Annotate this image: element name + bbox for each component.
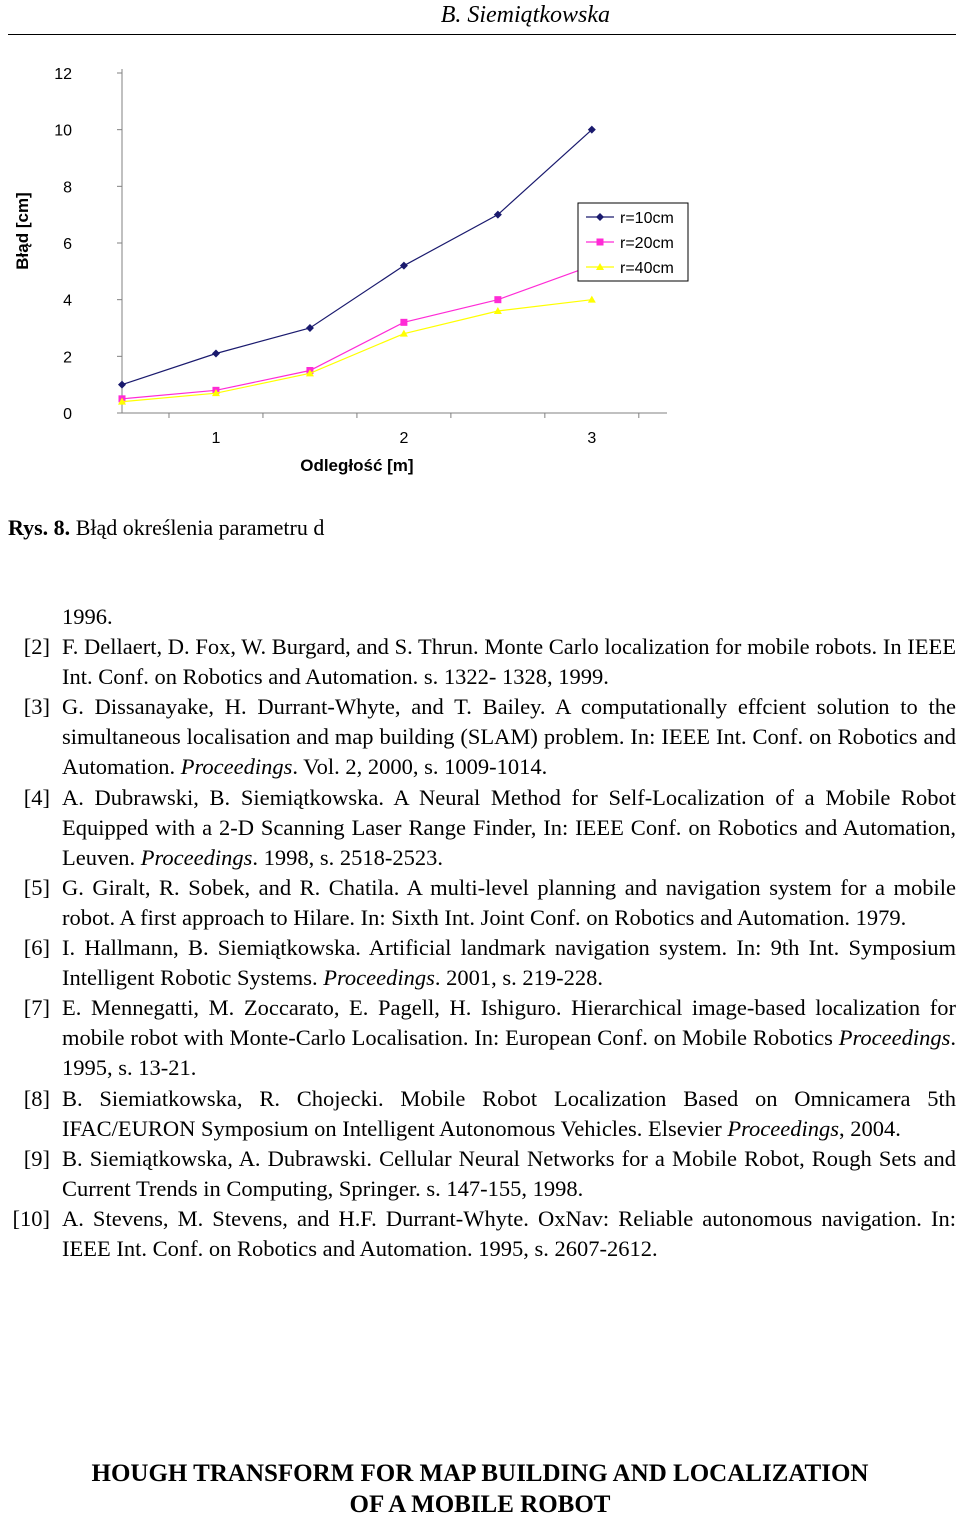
- reference-number: [10]: [12, 1205, 50, 1231]
- reference-italic-text: Proceedings: [180, 754, 293, 780]
- reference-text: A. Dubrawski, B. Siemiątkowska. A Neural Method for Self-Localization of a Mobile Robot Equipped with a 2-D Scanning Laser Range Finder, In: IEEE Conf. on Robotics and Automation, Leuven.: [62, 784, 956, 870]
- data-point: [306, 324, 314, 332]
- reference-item: [0, 993, 960, 1083]
- reference-number: [3]: [23, 694, 50, 720]
- reference-item: [0, 632, 960, 692]
- reference-item: [0, 783, 960, 873]
- x-tick-label: 1: [211, 430, 221, 447]
- reference-text: B. Siemiatkowska, R. Chojecki. Mobile Robot Localization Based on Omnicamera 5th IFAC/EURON Symposium on Intelligent Autonomous Vehicles. Elsevier: [62, 1085, 956, 1141]
- reference-text: . Vol. 2, 2000, s. 1009-1014.: [292, 754, 548, 780]
- data-point: [212, 350, 220, 358]
- section-title-line2: OF A MOBILE ROBOT: [349, 1491, 611, 1518]
- series-line-r=40cm: [122, 300, 592, 402]
- reference-item: [0, 1204, 960, 1264]
- reference-number: [4]: [23, 784, 50, 810]
- section-title: [0, 1458, 960, 1520]
- reference-number: [6]: [23, 935, 50, 961]
- figure-caption-text: Błąd określenia parametru d: [70, 515, 325, 540]
- reference-text: . 2001, s. 219-228.: [434, 965, 603, 991]
- error-vs-distance-chart: [0, 40, 700, 480]
- reference-text: G. Giralt, R. Sobek, and R. Chatila. A multi-level planning and navigation system for a mobile robot. A first approach to Hilare. In: Sixth Int. Joint Conf. on Robotics and Automation. 1979.: [62, 874, 956, 930]
- reference-text: 1996.: [62, 604, 113, 629]
- reference-number: [8]: [23, 1085, 50, 1111]
- data-point: [400, 262, 408, 270]
- figure-caption: [8, 514, 324, 542]
- running-header-author: B. Siemiątkowska: [440, 2, 610, 28]
- reference-text: G. Dissanayake, H. Durrant-Whyte, and T. Bailey. A computationally effcient solution to the simultaneous localisation and map building (SLAM) problem. In: IEEE Int. Conf. on Robotics and Automation.: [62, 694, 956, 780]
- reference-item: [0, 692, 960, 782]
- series-line-r=20cm: [122, 266, 592, 399]
- reference-italic-text: Proceedings: [323, 965, 435, 991]
- reference-number: [2]: [23, 634, 50, 660]
- reference-text: E. Mennegatti, M. Zoccarato, E. Pagell, H. Ishiguro. Hierarchical image-based localization for mobile robot with Monte-Carlo Localisation. In: European Conf. on Mobile Robotics: [62, 995, 956, 1051]
- legend-marker: [597, 239, 604, 246]
- reference-text: A. Stevens, M. Stevens, and H.F. Durrant-Whyte. OxNav: Reliable autonomous navigation. In: IEEE Int. Conf. on Robotics and Automation. 1995, s. 2607-2612.: [62, 1205, 956, 1261]
- reference-item: [0, 933, 960, 993]
- section-title-line1: HOUGH TRANSFORM FOR MAP BUILDING AND LOCALIZATION: [91, 1460, 869, 1487]
- data-point: [400, 319, 407, 326]
- reference-text: I. Hallmann, B. Siemiątkowska. Artificial landmark navigation system. In: 9th Int. Symposium Intelligent Robotic Systems.: [62, 935, 956, 991]
- x-tick-label: 3: [587, 430, 597, 447]
- reference-number: [7]: [23, 995, 50, 1021]
- y-tick-label: 12: [54, 66, 72, 83]
- y-tick-label: 8: [63, 179, 72, 197]
- reference-text: F. Dellaert, D. Fox, W. Burgard, and S. Thrun. Monte Carlo localization for mobile robots. In IEEE Int. Conf. on Robotics and Automation. s. 1322- 1328, 1999.: [62, 634, 956, 690]
- reference-text: B. Siemiątkowska, A. Dubrawski. Cellular Neural Networks for a Mobile Robot, Rough Sets and Current Trends in Computing, Springer. s. 147-155, 1998.: [62, 1145, 956, 1201]
- reference-italic-text: Proceedings: [838, 1025, 951, 1051]
- reference-list: [0, 602, 960, 1264]
- reference-text: . 1998, s. 2518-2523.: [252, 844, 443, 870]
- data-point: [118, 381, 126, 389]
- reference-item: [0, 873, 960, 933]
- figure-label: Rys. 8.: [8, 515, 71, 540]
- data-point: [588, 296, 596, 303]
- data-point: [494, 296, 501, 303]
- y-tick-label: 10: [54, 122, 72, 140]
- x-tick-label: 2: [399, 430, 409, 447]
- y-tick-label: 4: [63, 292, 72, 310]
- x-axis-label: Odległość [m]: [300, 456, 414, 475]
- header-rule: [8, 34, 956, 35]
- legend-label: r=40cm: [620, 260, 674, 277]
- reference-italic-text: Proceedings: [727, 1115, 840, 1141]
- reference-item: [0, 1144, 960, 1204]
- reference-item: [0, 1084, 960, 1144]
- y-tick-label: 0: [63, 406, 72, 423]
- y-axis-label: Błąd [cm]: [13, 192, 32, 270]
- legend-label: r=10cm: [620, 210, 674, 227]
- reference-number: [9]: [23, 1145, 50, 1171]
- y-tick-label: 6: [63, 236, 72, 253]
- reference-text: . 1995, s. 13-21.: [62, 1025, 956, 1081]
- reference-text: , 2004.: [839, 1115, 901, 1141]
- reference-item: [0, 602, 960, 632]
- legend-label: r=20cm: [620, 235, 674, 252]
- y-tick-label: 2: [63, 349, 72, 367]
- reference-italic-text: Proceedings: [140, 844, 253, 870]
- reference-number: [5]: [23, 874, 50, 900]
